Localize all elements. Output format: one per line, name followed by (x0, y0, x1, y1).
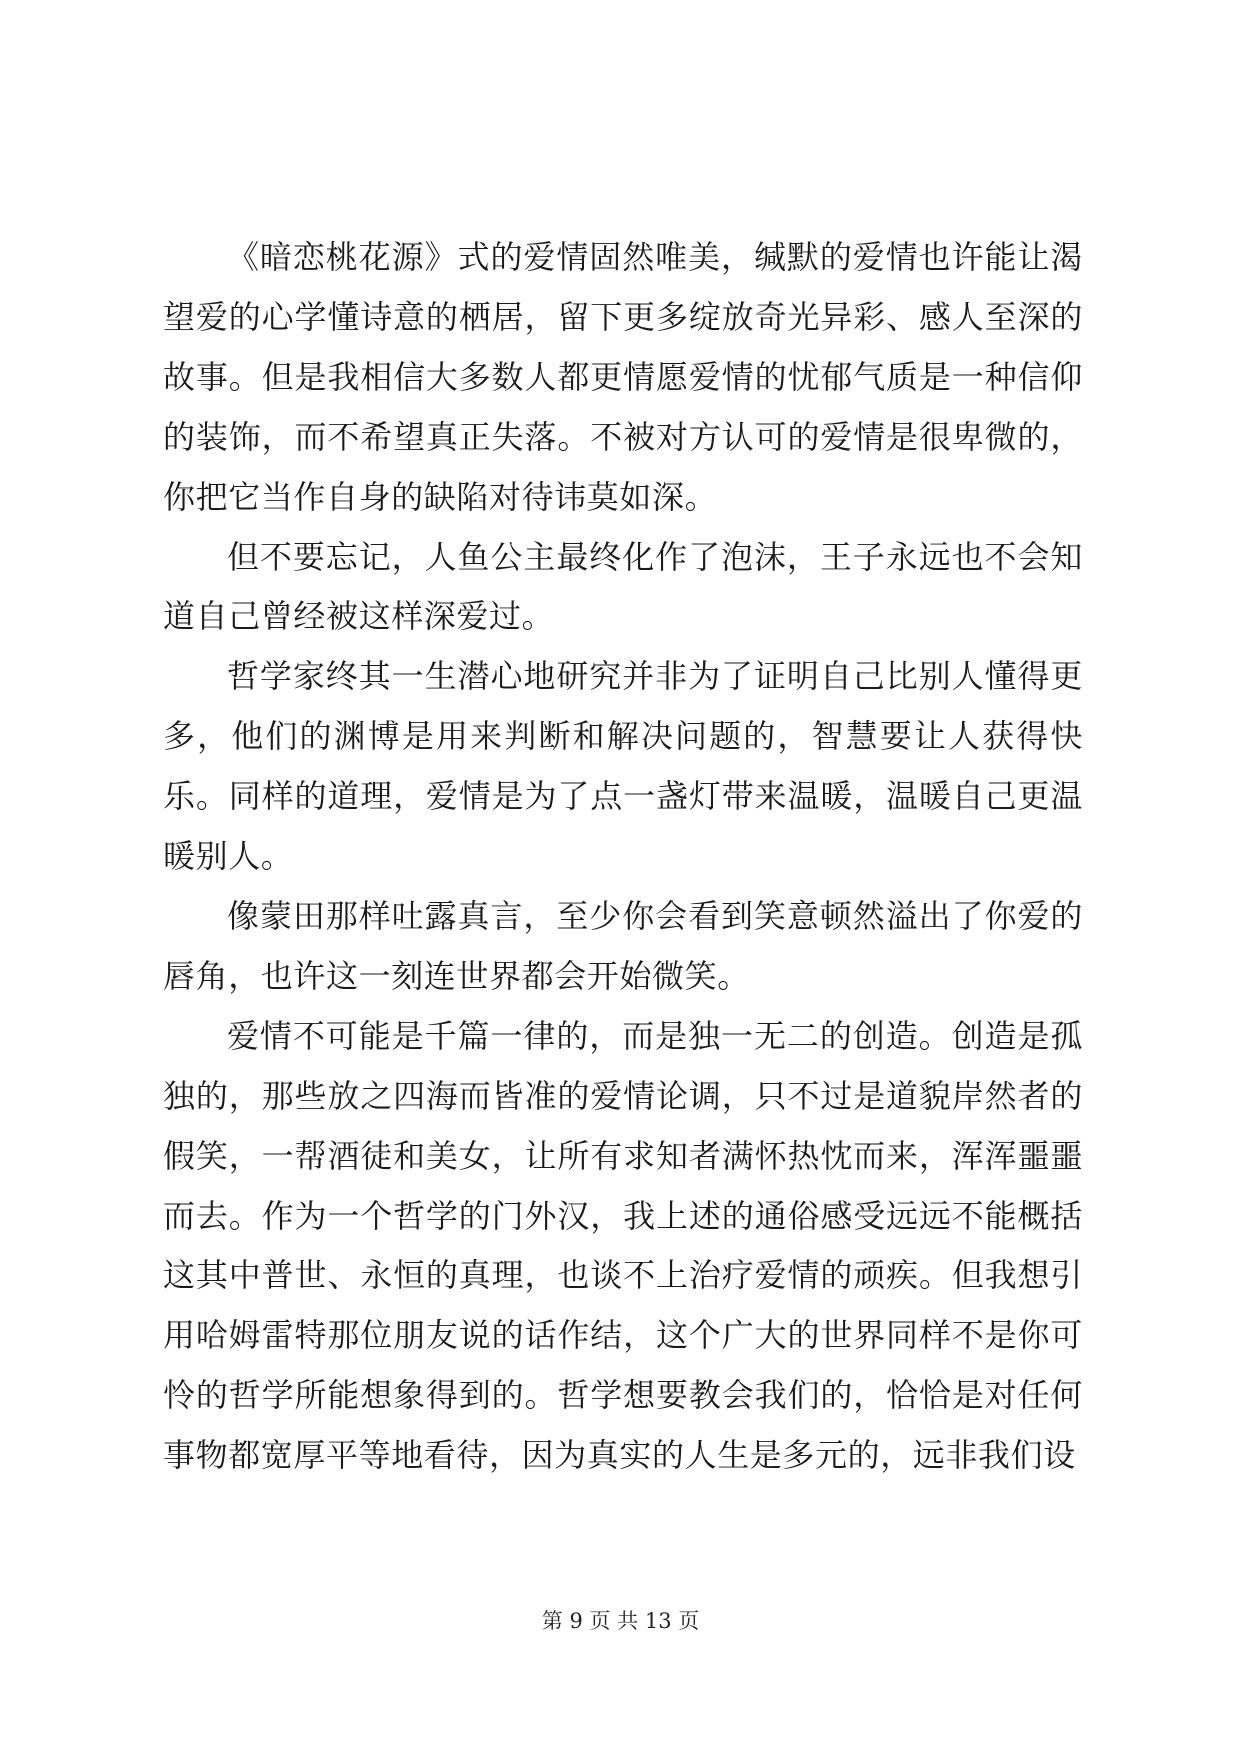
body-text (163, 228, 1083, 1486)
paragraph-5: 爱情不可能是千篇一律的，而是独一无二的创造。创造是孤独的，那些放之四海而皆准的爱情论调，只不过是道貌岸然者的假笑，一帮酒徒和美女，让所有求知者满怀热忱而来，浑浑噩噩而去。作为一个哲学的门外汉，我上述的通俗感受远远不能概括这其中普世、永恒的真理，也谈不上治疗爱情的顽疾。但我想引用哈姆雷特那位朋友说的话作结，这个广大的世界同样不是你可怜的哲学所能想象得到的。哲学想要教会我们的，恰恰是对任何事物都宽厚平等地看待，因为真实的人生是多元的，远非我们设 (163, 1016, 1083, 1475)
paragraph-4: 像蒙田那样吐露真言，至少你会看到笑意顿然溢出了你爱的唇角，也许这一刻连世界都会开始微笑。 (163, 896, 1083, 995)
paragraph-2: 但不要忘记，人鱼公主最终化作了泡沫，王子永远也不会知道自己曾经被这样深爱过。 (163, 537, 1083, 636)
page-number-footer: 第 9 页 共 13 页 (541, 1609, 700, 1633)
paragraph-1: 《暗恋桃花源》式的爱情固然唯美，缄默的爱情也许能让渴望爱的心学懂诗意的栖居，留下更多绽放奇光异彩、感人至深的故事。但是我相信大多数人都更情愿爱情的忧郁气质是一种信仰的装饰，而不希望真正失落。不被对方认可的爱情是很卑微的，你把它当作自身的缺陷对待讳莫如深。 (163, 238, 1083, 516)
paragraph-3: 哲学家终其一生潜心地研究并非为了证明自己比别人懂得更多，他们的渊博是用来判断和解决问题的，智慧要让人获得快乐。同样的道理，爱情是为了点一盏灯带来温暖，温暖自己更温暖别人。 (163, 657, 1083, 876)
